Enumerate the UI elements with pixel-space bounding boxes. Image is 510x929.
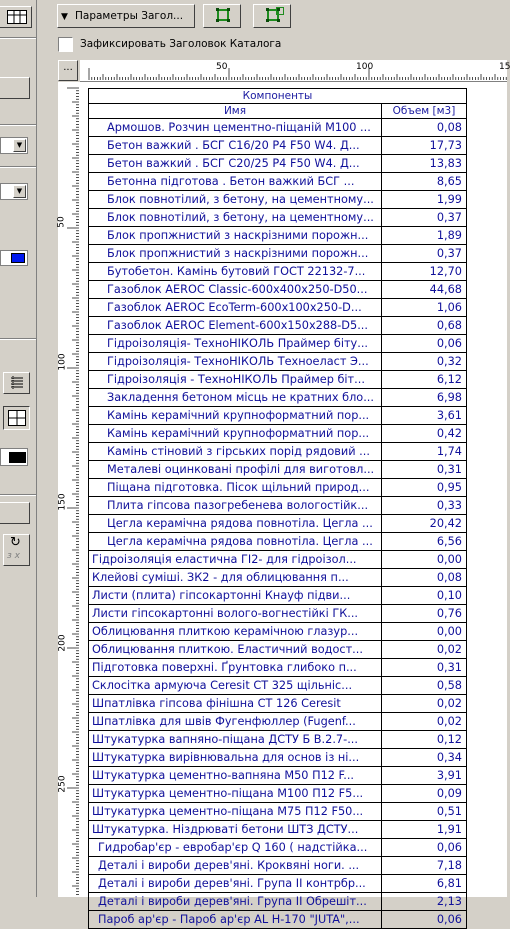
component-name-cell: Закладення бетоном місць не кратних бло... [89,389,382,407]
ruler-label-v150: 150 [57,493,68,511]
component-volume-cell: 0,02 [382,641,467,659]
table-row[interactable] [89,155,467,173]
component-name-cell: Листи гіпсокартонні волого-вогнестійкі ГК... [89,605,382,623]
fix-header-row [52,34,507,56]
component-volume-cell: 0,08 [382,569,467,587]
component-name-cell: Деталі і вироби дерев'яні. Кроквяні ноги. ... [89,857,382,875]
catalog-document [80,82,507,926]
table-view-button[interactable] [0,6,32,28]
table-row[interactable] [89,227,467,245]
table-row[interactable] [89,119,467,137]
table-row[interactable] [89,587,467,605]
header-params-label: Параметры Загол... [75,10,184,22]
component-volume-cell: 12,70 [382,263,467,281]
color-swatch-black[interactable] [0,448,28,466]
component-volume-cell: 0,31 [382,659,467,677]
component-volume-cell: 0,95 [382,479,467,497]
component-volume-cell: 2,13 [382,893,467,911]
component-name-cell: Металеві оцинковані профілі для виготовл... [89,461,382,479]
frame-square-icon [217,9,229,21]
table-row[interactable] [89,407,467,425]
chevron-down-icon: ▼ [13,185,26,198]
table-grid-icon [7,10,27,24]
table-row[interactable] [89,353,467,371]
horizontal-ruler [80,60,510,82]
table-row[interactable] [89,695,467,713]
palette-dropdown-2[interactable] [0,183,28,200]
component-name-cell: Гідроізоляція еластична ГІ2- для гідроізол... [89,551,382,569]
components-table [88,88,467,929]
component-volume-cell: 0,42 [382,425,467,443]
component-volume-cell: 0,12 [382,731,467,749]
chevron-down-icon: ▼ [13,139,26,152]
left-palette [0,0,37,897]
component-volume-cell: 0,34 [382,749,467,767]
table-row[interactable] [89,875,467,893]
ruler-label-v200: 200 [57,634,68,652]
component-name-cell: Камінь керамічний крупноформатний пор... [89,425,382,443]
component-volume-cell: 6,81 [382,875,467,893]
component-name-cell: Блок пропжнистий з наскрізними порожн... [89,227,382,245]
component-name-cell: Газоблок AEROC Element-600x150x288-D5... [89,317,382,335]
table-row[interactable] [89,659,467,677]
table-row[interactable] [89,677,467,695]
align-button[interactable] [3,372,30,394]
fix-header-label: Зафиксировать Заголовок Каталога [80,38,282,50]
component-name-cell: Бетон важкий . БСГ С16/20 Р4 F50 W4. Д... [89,137,382,155]
component-name-cell: Цегла керамічна рядова повнотіла. Цегла ... [89,515,382,533]
table-row[interactable] [89,803,467,821]
component-name-cell: Блок повнотілий, з бетону, на цементному... [89,209,382,227]
component-volume-cell: 20,42 [382,515,467,533]
table-row[interactable] [89,893,467,911]
table-row[interactable] [89,335,467,353]
component-volume-cell: 0,06 [382,335,467,353]
undo-button[interactable] [3,534,30,566]
component-volume-cell: 0,06 [382,911,467,929]
component-name-cell: Штукатурка вапняно-піщана ДСТУ Б В.2.7-... [89,731,382,749]
component-name-cell: Газоблок AEROC Classic-600x400x250-D50... [89,281,382,299]
palette-button-2[interactable] [0,502,30,524]
table-row[interactable] [89,731,467,749]
component-volume-cell: 0,76 [382,605,467,623]
dropdown-arrow-icon: ▼ [61,12,68,22]
table-row[interactable] [89,785,467,803]
component-name-cell: Клейові суміші. ЗК2 - для облицювання п... [89,569,382,587]
component-name-cell: Газоблок AEROC EcoTerm-600x100x250-D... [89,299,382,317]
ruler-label-150: 15 [499,62,510,72]
component-volume-cell: 0,10 [382,587,467,605]
component-volume-cell: 0,58 [382,677,467,695]
component-name-cell: Штукатурка цементно-вапняна М50 П12 F... [89,767,382,785]
component-name-cell: Штукатурка цементно-піщана М75 П12 F50... [89,803,382,821]
table-row[interactable] [89,137,467,155]
component-name-cell: Бутобетон. Камінь бутовий ГОСТ 22132-7... [89,263,382,281]
component-volume-cell: 0,08 [382,119,467,137]
table-row[interactable] [89,191,467,209]
component-volume-cell: 0,33 [382,497,467,515]
table-row[interactable] [89,389,467,407]
component-name-cell: Гідроізоляція - ТехноНІКОЛЬ Праймер біт... [89,371,382,389]
component-volume-cell: 0,51 [382,803,467,821]
table-row[interactable] [89,371,467,389]
column-header-volume: Объем [м3] [382,104,467,119]
palette-dropdown-1[interactable] [0,137,28,154]
component-volume-cell: 0,37 [382,245,467,263]
panel-gap [37,0,52,897]
column-header-name: Имя [89,104,382,119]
component-volume-cell: 3,91 [382,767,467,785]
table-title: Компоненты [89,89,467,104]
component-volume-cell: 7,18 [382,857,467,875]
table-row[interactable] [89,461,467,479]
component-volume-cell: 0,09 [382,785,467,803]
component-name-cell: Деталі і вироби дерев'яні. Група II контрбр... [89,875,382,893]
component-volume-cell: 6,12 [382,371,467,389]
table-row[interactable] [89,245,467,263]
table-row[interactable] [89,605,467,623]
component-volume-cell: 17,73 [382,137,467,155]
component-volume-cell: 0,68 [382,317,467,335]
text-style-icon: з х [7,551,20,561]
component-volume-cell: 1,74 [382,443,467,461]
table-row[interactable] [89,641,467,659]
select-frame-multiple-button[interactable] [253,4,291,28]
component-name-cell: Облицювання плиткою. Еластичний водост... [89,641,382,659]
component-volume-cell: 0,02 [382,695,467,713]
ruler-corner-button[interactable]: ... [58,60,78,81]
table-row[interactable] [89,317,467,335]
table-header-row [89,104,467,119]
table-row[interactable] [89,623,467,641]
table-row[interactable] [89,749,467,767]
component-volume-cell: 44,68 [382,281,467,299]
table-row[interactable] [89,443,467,461]
component-name-cell: Склосітка армуюча Ceresit СТ 325 щільніс... [89,677,382,695]
component-name-cell: Цегла керамічна рядова повнотіла. Цегла ... [89,533,382,551]
component-volume-cell: 6,56 [382,533,467,551]
table-row[interactable] [89,299,467,317]
align-lines-icon [9,376,25,390]
component-volume-cell: 6,98 [382,389,467,407]
table-title-row [89,89,467,104]
grid-border-button[interactable] [3,406,30,430]
component-name-cell: Блок пропжнистий з наскрізними порожн... [89,245,382,263]
component-volume-cell: 8,65 [382,173,467,191]
table-row[interactable] [89,533,467,551]
ruler-label-100: 100 [356,62,374,72]
component-name-cell: Штукатурка вирівнювальна для основ із ні... [89,749,382,767]
component-name-cell: Блок повнотілий, з бетону, на цементному... [89,191,382,209]
select-frame-button[interactable] [203,4,241,28]
fix-header-checkbox[interactable] [58,37,73,52]
table-row[interactable] [89,839,467,857]
component-name-cell: Камінь керамічний крупноформатний пор... [89,407,382,425]
component-volume-cell: 1,91 [382,821,467,839]
ruler-label-v50: 50 [56,216,67,228]
table-row[interactable] [89,857,467,875]
component-volume-cell: 0,06 [382,839,467,857]
table-row[interactable] [89,281,467,299]
ruler-label-v250: 250 [57,775,68,793]
component-volume-cell: 0,00 [382,623,467,641]
component-name-cell: Камінь стіновий з гірських порід рядовий ... [89,443,382,461]
table-row[interactable] [89,767,467,785]
undo-arrow-icon: ↻ [10,535,21,550]
component-name-cell: Підготовка поверхні. Ґрунтовка глибоко п... [89,659,382,677]
table-row[interactable] [89,911,467,929]
component-name-cell: Бетон важкий . БСГ С20/25 Р4 F50 W4. Д... [89,155,382,173]
table-row[interactable] [89,497,467,515]
table-row[interactable] [89,263,467,281]
component-volume-cell: 0,02 [382,713,467,731]
table-row[interactable] [89,479,467,497]
component-name-cell: Облицювання плиткою керамічною глазур... [89,623,382,641]
table-row[interactable] [89,569,467,587]
table-row[interactable] [89,515,467,533]
component-name-cell: Шпатлівка для швів Фугенфюллер (Fugenf... [89,713,382,731]
component-name-cell: Гідроізоляція- ТехноНІКОЛЬ Техноеласт Э... [89,353,382,371]
component-name-cell: Бетонна підготова . Бетон важкий БСГ ... [89,173,382,191]
palette-button-1[interactable] [0,77,30,99]
ruler-label-v100: 100 [57,353,68,371]
component-volume-cell: 1,89 [382,227,467,245]
component-name-cell: Армошов. Розчин цементно-піщаній М100 ... [89,119,382,137]
component-volume-cell: 0,37 [382,209,467,227]
header-params-button[interactable] [57,4,195,28]
table-row[interactable] [89,425,467,443]
color-swatch-blue[interactable] [0,250,28,266]
table-row[interactable] [89,821,467,839]
table-row[interactable] [89,173,467,191]
vertical-ruler [58,82,80,897]
component-volume-cell: 0,31 [382,461,467,479]
component-name-cell: Гідроізоляція- ТехноНІКОЛЬ Праймер біту... [89,335,382,353]
component-volume-cell: 1,06 [382,299,467,317]
component-name-cell: Штукатурка цементно-піщана М100 П12 F5... [89,785,382,803]
component-name-cell: Піщана підготовка. Пісок щільний природ... [89,479,382,497]
component-volume-cell: 3,61 [382,407,467,425]
component-volume-cell: 13,83 [382,155,467,173]
component-name-cell: Деталі і вироби дерев'яні. Група II Обрешіт... [89,893,382,911]
component-name-cell: Плита гіпсова пазогребенева вологостійк... [89,497,382,515]
component-name-cell: Листи (плита) гіпсокартонні Кнауф підви... [89,587,382,605]
toolbar [52,0,507,34]
table-row[interactable] [89,713,467,731]
component-name-cell: Шпатлівка гіпсова фінішна СТ 126 Ceresit [89,695,382,713]
cell-borders-icon [8,410,26,426]
component-name-cell: Гидробар'єр - евробар'єр Q 160 ( надстійка... [89,839,382,857]
component-name-cell: Штукатурка. Ніздрюваті бетони ШТЗ ДСТУ... [89,821,382,839]
component-name-cell: Пароб ар'єр - Пароб ар'єр AL H-170 "JUTA",... [89,911,382,929]
ruler-label-50: 50 [216,62,228,72]
table-row[interactable] [89,209,467,227]
table-row[interactable] [89,551,467,569]
component-volume-cell: 0,32 [382,353,467,371]
component-volume-cell: 1,99 [382,191,467,209]
component-volume-cell: 0,00 [382,551,467,569]
